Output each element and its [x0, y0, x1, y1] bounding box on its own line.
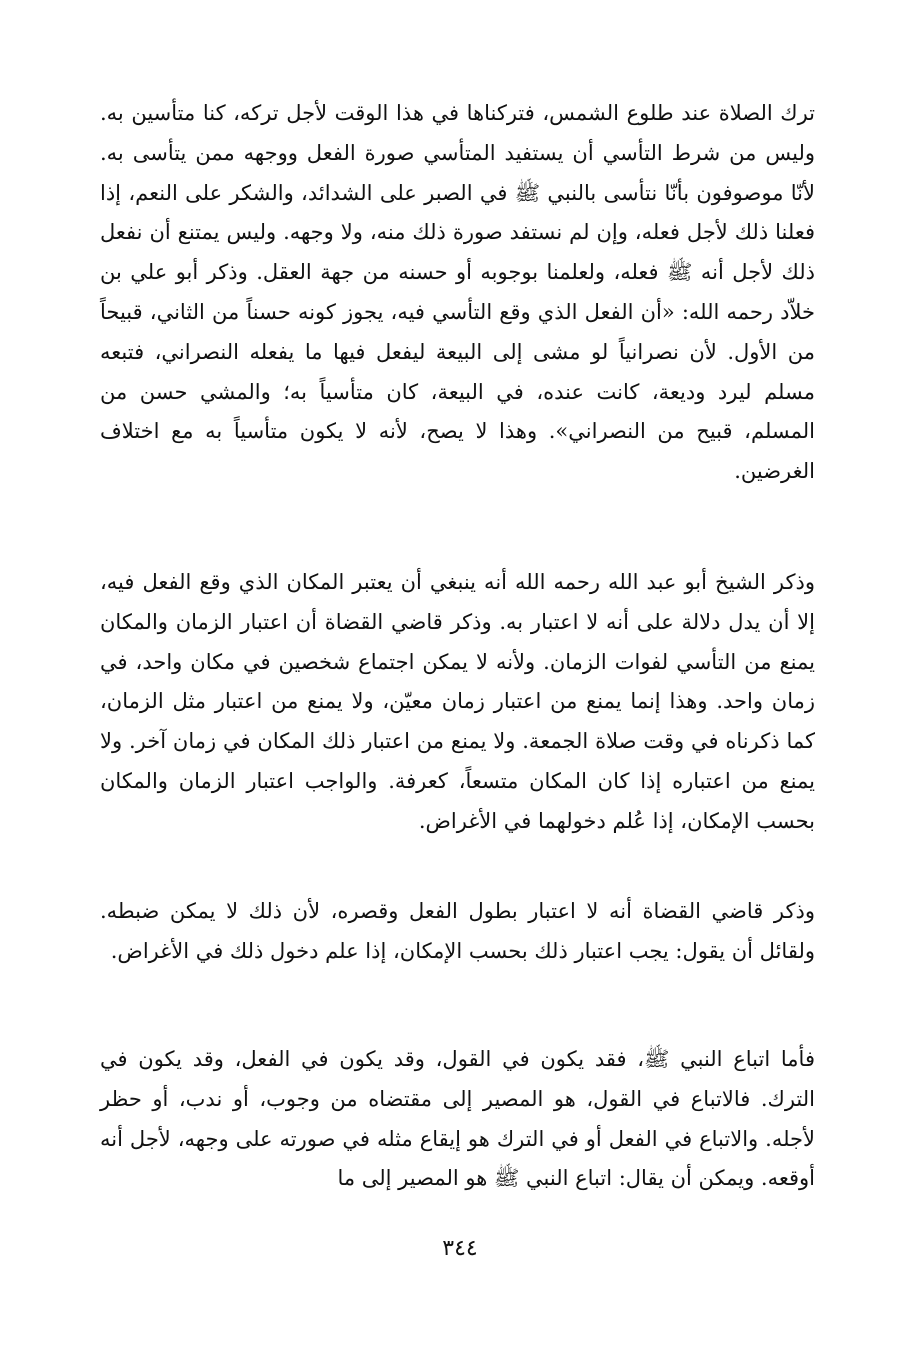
paragraph-1: ترك الصلاة عند طلوع الشمس، فتركناها في هذا الوقت لأجل تركه، كنا متأسين به. وليس من شرط التأسي أن يستفيد المتأسي صورة الفعل ووجهه ممن يتأسى به. لأنّا موصوفون بأنّا نتأسى بالنبي ﷺ في الصبر على الشدائد، والشكر على النعم، إذا فعلنا ذلك لأجل فعله، وإن لم نستفد صورة ذلك منه، ولا وجهه. وليس يمتنع أن نفعل ذلك لأجل أنه ﷺ فعله، ولعلمنا بوجوبه أو حسنه من جهة العقل. وذكر أبو علي بن خلاّد رحمه الله: «أن الفعل الذي وقع التأسي فيه، يجوز كونه حسناً من الثاني، قبيحاً من الأول. لأن نصرانياً لو مشى إلى البيعة ليفعل فيها ما يفعله النصراني، فتبعه مسلم ليرد وديعة، كانت عنده، في البيعة، كان متأسياً به؛ والمشي حسن من المسلم، قبيح من النصراني». وهذا لا يصح، لأنه لا يكون متأسياً به مع اختلاف الغرضين.: [100, 101, 815, 484]
paragraph-2: وذكر الشيخ أبو عبد الله رحمه الله أنه ينبغي أن يعتبر المكان الذي وقع الفعل فيه، إلا أن يدل دلالة على أنه لا اعتبار به. وذكر قاضي القضاة أن اعتبار الزمان والمكان يمنع من التأسي لفوات الزمان. ولأنه لا يمكن اجتماع شخصين في مكان واحد، في زمان واحد. وهذا إنما يمنع من اعتبار زمان معيّن، ولا يمنع من اعتبار مثل الزمان، كما ذكرناه في وقت صلاة الجمعة. ولا يمنع من اعتبار ذلك المكان في زمان آخر. ولا يمنع من اعتباره إذا كان المكان متسعاً، كعرفة. والواجب اعتبار الزمان والمكان بحسب الإمكان، إذا عُلم دخولهما في الأغراض.: [100, 570, 815, 833]
paragraph-3: وذكر قاضي القضاة أنه لا اعتبار بطول الفعل وقصره، لأن ذلك لا يمكن ضبطه. ولقائل أن يقول: يجب اعتبار ذلك بحسب الإمكان، إذا علم دخول ذلك في الأغراض.: [100, 899, 815, 963]
page-number: ٣٤٤: [442, 1236, 478, 1261]
paragraph-4: فأما اتباع النبي ﷺ، فقد يكون في القول، وقد يكون في الفعل، وقد يكون في الترك. فالاتباع في القول، هو المصير إلى مقتضاه من وجوب، أو ندب، أو حظر لأجله. والاتباع في الفعل أو في الترك هو إيقاع مثله في صورته على وجهه، لأجل أنه أوقعه. ويمكن أن يقال: اتباع النبي ﷺ هو المصير إلى ما: [100, 1047, 815, 1191]
